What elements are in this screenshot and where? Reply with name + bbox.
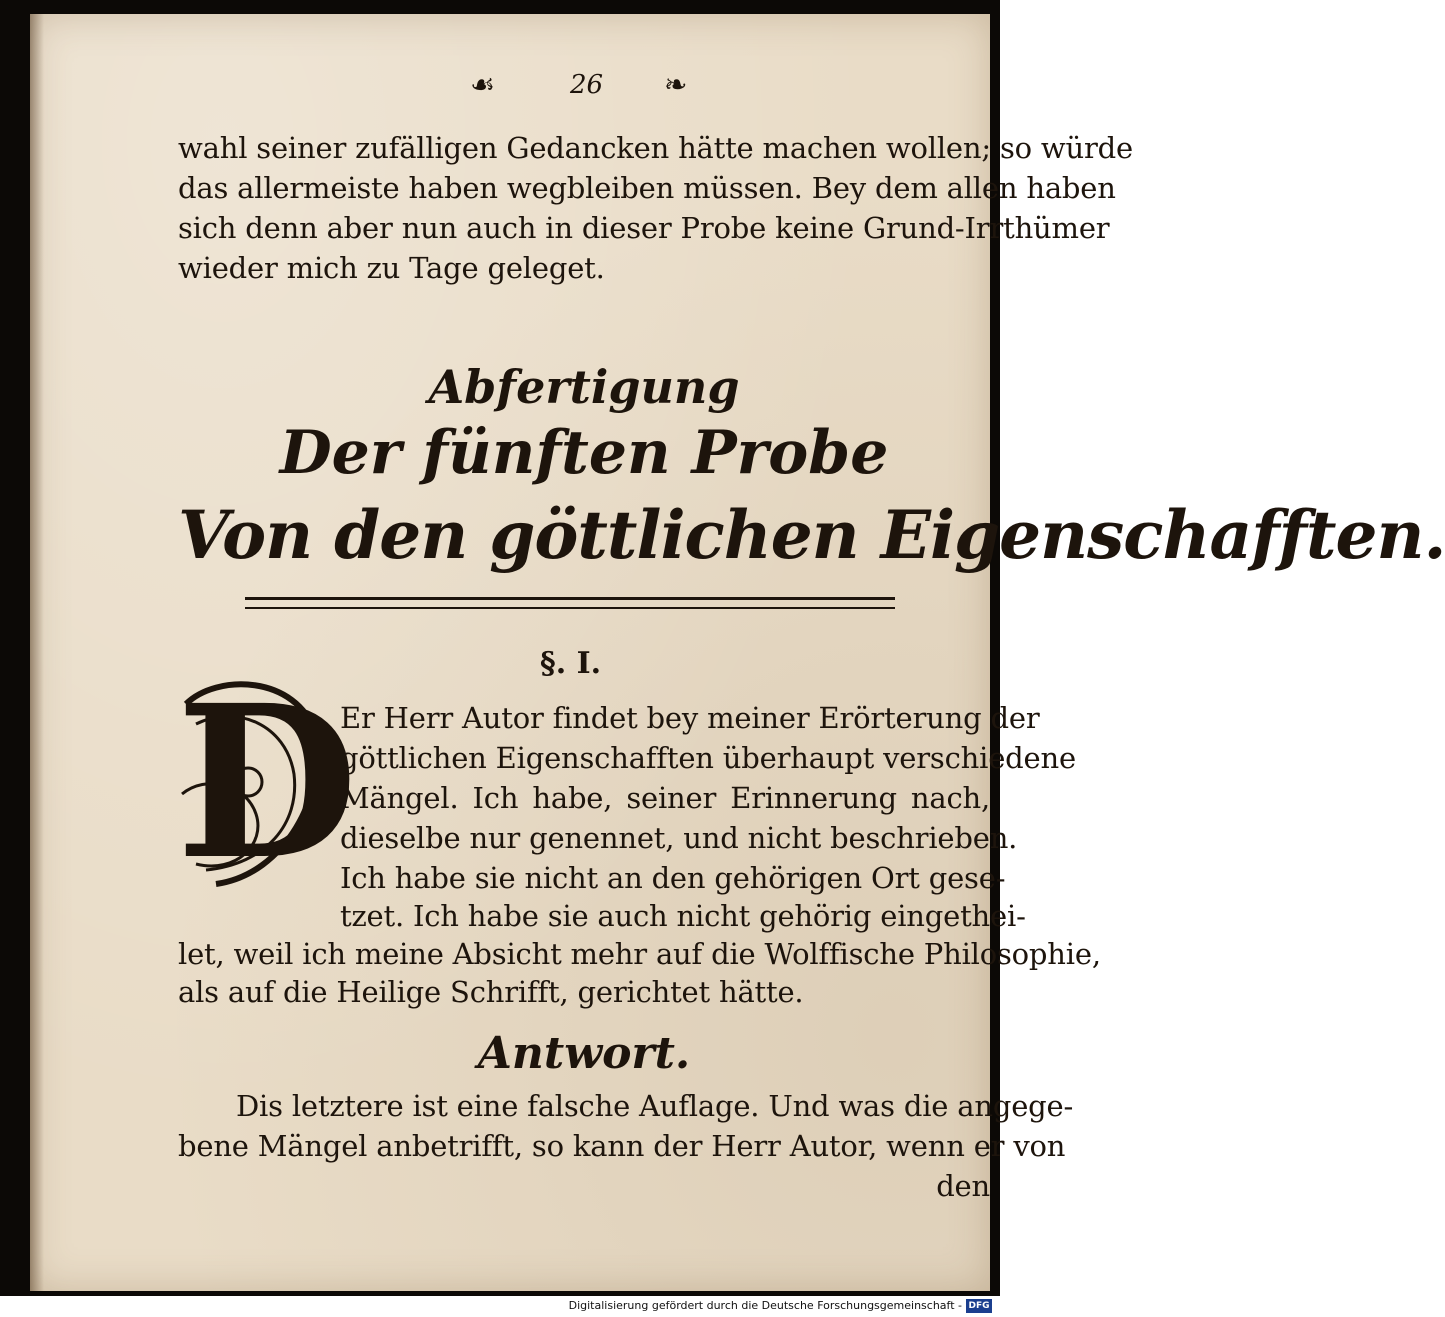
page-spine-shadow	[30, 14, 44, 1291]
catchword: den	[936, 1169, 990, 1203]
text-line: das allermeiste haben wegbleiben müssen. Bey dem allen haben	[178, 171, 1116, 205]
text-line: tzet. Ich habe sie auch nicht gehörig eingethei-	[340, 899, 1026, 933]
drop-cap	[176, 659, 359, 906]
text-line: Mängel. Ich habe, seiner Erinnerung nach,	[340, 781, 990, 815]
text-line: dieselbe nur genennet, und nicht beschrieben.	[340, 821, 1018, 855]
text-line: Dis letztere ist eine falsche Auflage. Und was die angege-	[236, 1089, 1074, 1123]
double-rule-thin	[245, 607, 895, 609]
footer-bar	[0, 1296, 1000, 1317]
text-line: wahl seiner zufälligen Gedancken hätte machen wollen; so würde	[178, 131, 1134, 165]
drop-cap-letter: D	[176, 659, 359, 906]
footer-credit: Digitalisierung gefördert durch die Deutsche Forschungsgemeinschaft -	[568, 1299, 962, 1312]
text-line: Ich habe sie nicht an den gehörigen Ort gese-	[340, 861, 1006, 895]
title-line-2: Der fünften Probe	[279, 418, 889, 488]
dfg-logo-icon: DFG	[966, 1299, 992, 1313]
section-mark: §. I.	[540, 646, 602, 681]
text-line: wieder mich zu Tage geleget.	[178, 251, 605, 285]
text-line: Er Herr Autor findet bey meiner Erörterung der	[340, 701, 1040, 735]
page-number: 26	[570, 70, 604, 100]
page-header	[470, 66, 710, 106]
text-line: bene Mängel anbetrifft, so kann der Herr Autor, wenn er von	[178, 1129, 1066, 1163]
ornament-left-icon: ☙	[470, 68, 496, 101]
title-line-1: Abfertigung	[428, 360, 740, 414]
ornament-right-icon: ❧	[664, 68, 688, 101]
title-line-3: Von den göttlichen Eigenschafften.	[178, 496, 1445, 574]
text-line: als auf die Heilige Schrifft, gerichtet hätte.	[178, 975, 804, 1009]
double-rule-thick	[245, 597, 895, 600]
text-line: let, weil ich meine Absicht mehr auf die Wolffische Philosophie,	[178, 937, 1101, 971]
text-line: göttlichen Eigenschafften überhaupt verschiedene	[340, 741, 1076, 775]
text-line: sich denn aber nun auch in dieser Probe keine Grund-Irrthümer	[178, 211, 1110, 245]
answer-heading: Antwort.	[477, 1028, 691, 1079]
